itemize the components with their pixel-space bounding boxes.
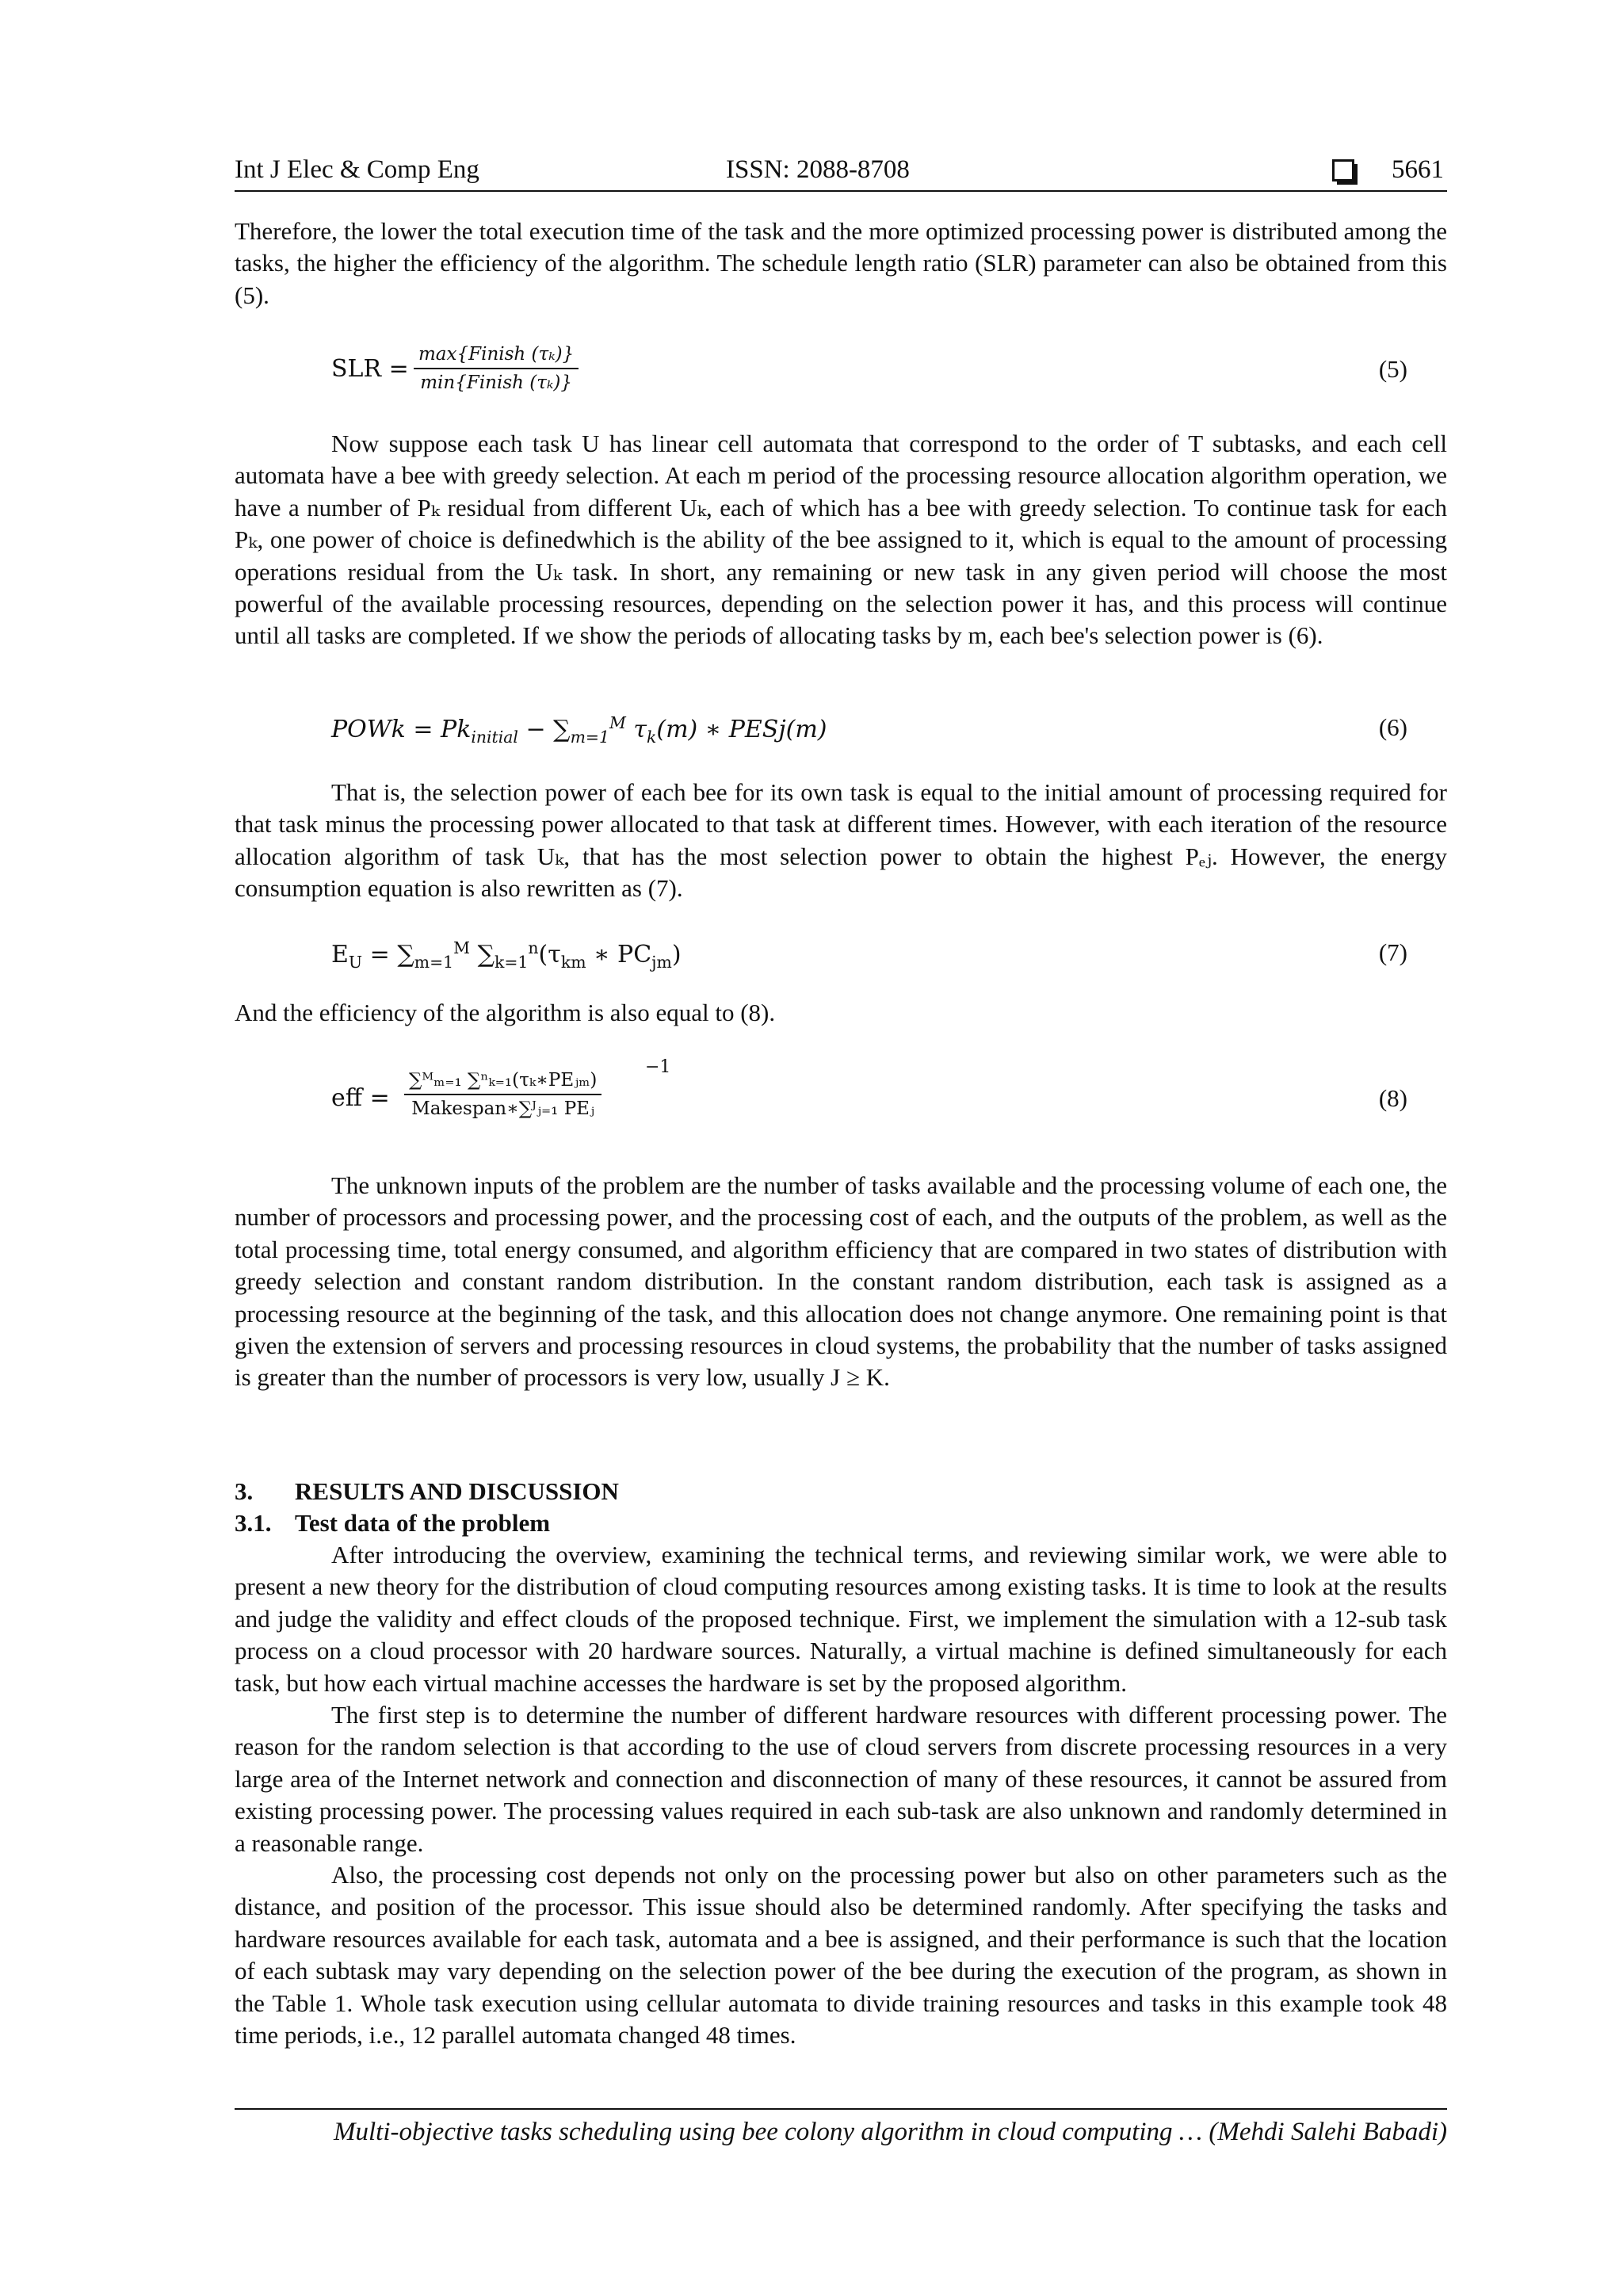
section-3-1-heading: [235, 1507, 550, 1539]
paragraph-6: After introducing the overview, examining the technical terms, and reviewing similar work, we were able to present a new theory for the distribution of cloud computing resources among existing tasks. It is time to look at the results and judge the validity and effect clouds of the proposed technique. First, we implement the simulation with a 12-sub task process on a cloud processor with 20 hardware sources. Naturally, a virtual machine is defined simultaneously for each task, but how each virtual machine accesses the hardware is set by the proposed algorithm.: [235, 1541, 1447, 1697]
eq8-exponent: −1: [645, 1057, 671, 1077]
equation-5-number: (5): [1378, 355, 1407, 383]
eq6-minus: −: [517, 716, 554, 743]
journal-name: Int J Elec & Comp Eng: [235, 155, 479, 184]
eq8-denominator: Makespan∗∑ᴶⱼ₌₁ PEⱼ: [411, 1098, 595, 1119]
page-number: 5661: [1392, 155, 1444, 184]
paragraph-5: The unknown inputs of the problem are the number of tasks available and the processing volume of each one, the number of processors and processing power, and the processing cost of each, and the outputs of the problem, as well as the total processing time, total energy consumed, and algorithm efficiency that are compared in two states of distribution with greedy selection and constant random distribution. In the constant random distribution, each task is assigned as a processing resource at the beginning of the task, and this allocation does not change anymore. One remaining point is that given the extension of servers and processing resources in cloud systems, the probability that the number of tasks assigned is greater than the number of processors is very low, usually J ≥ K.: [235, 1171, 1447, 1392]
equation-8: [331, 1057, 1449, 1137]
eq5-lhs: SLR =: [331, 355, 409, 383]
equation-5: [331, 339, 1449, 403]
equation-7-number: (7): [1378, 938, 1407, 966]
paragraph-2: Now suppose each task U has linear cell automata that correspond to the order of T subtasks, and each cell automata have a bee with greedy selection. At each m period of the processing resource allocation algorithm operation, we have a number of Pₖ residual from different Uₖ, each of which has a bee with greedy selection. To continue task for each Pₖ, one power of choice is definedwhich is the ability of the bee assigned to it, which is equal to the amount of processing operations residual from the Uₖ task. In short, any remaining or new task in any given period will choose the most powerful of the available processing resources, depending on the selection power it has, and this process will continue until all tasks are completed. If we show the periods of allocating tasks by m, each bee's selection power is (6).: [235, 430, 1447, 650]
eq5-denominator: min{Finish (τₖ)}: [420, 372, 572, 393]
eq7-body-rest: ∗ PC: [586, 941, 652, 968]
eq6-sum-upper: M: [609, 713, 626, 732]
eq6-body-rest: (m) ∗ PESj(m): [656, 716, 827, 743]
equation-6: [331, 713, 1449, 748]
header-rule: [235, 190, 1447, 192]
eq7-body: (τ: [538, 941, 561, 968]
issn: ISSN: 2088-8708: [726, 155, 910, 184]
eq6-initial: initial: [471, 728, 518, 747]
eq7-s2-sup: n: [528, 938, 539, 957]
equation-8-number: (8): [1378, 1084, 1407, 1112]
eq7-body-sub2: jm: [651, 953, 672, 972]
equation-6-number: (6): [1378, 713, 1407, 741]
eq6-formula: [331, 713, 827, 747]
eq7-formula: $E_U = \sum_{m=1}^M$ $\sum_{k=1}^n(\tau_{km}$ ∗ $PC_{jm}$): [331, 938, 682, 972]
eq7-close: ): [671, 941, 682, 968]
paragraph-1: Therefore, the lower the total execution time of the task and the more optimized processing power is distributed among the tasks, the higher the efficiency of the algorithm. The schedule length ratio (SLR) parameter can also be obtained from this (5).: [235, 217, 1447, 309]
paragraph-7: The first step is to determine the number of different hardware resources with different processing power. The reason for the random selection is that according to the use of cloud servers from discrete processing resources in a very large area of the Internet network and connection and disconnection of many of these resources, it cannot be assured from existing processing power. The processing values required in each sub-task are also unknown and randomly determined in a reasonable range.: [235, 1701, 1447, 1857]
paragraph-4: And the efficiency of the algorithm is also equal to (8).: [235, 999, 776, 1026]
footer-rule: [235, 2108, 1447, 2110]
eq7-s1-sub: m=1: [414, 953, 454, 972]
section-3-title: RESULTS AND DISCUSSION: [295, 1477, 619, 1505]
eq7-body-sub: km: [560, 953, 586, 972]
section-3-1-title: Test data of the problem: [295, 1509, 551, 1537]
eq5-numerator: max{Finish (τₖ)}: [414, 341, 579, 369]
eq7-lhs: E: [331, 941, 349, 968]
eq6-sum: ∑: [553, 716, 571, 743]
square-bullet-icon: [1332, 159, 1354, 181]
eq7-equals: =: [362, 941, 398, 968]
section-3-heading: [235, 1476, 619, 1507]
eq7-lhs-sub: U: [348, 953, 363, 972]
paragraph-8: Also, the processing cost depends not only on the processing power but also on other parameters such as the distance, and position of the processor. This issue should also be determined randomly. After specifying the tasks and hardware resources available for each task, automata and a bee is assigned, and their performance is such that the location of each subtask may vary depending on the selection power of the bee during the execution of the program, as shown in the Table 1. Whole task execution using cellular automata to divide training resources and tasks in this example took 48 time periods, i.e., 12 parallel automata changed 48 times.: [235, 1861, 1447, 2050]
running-header: [235, 152, 1447, 187]
eq7-s1-sup: M: [453, 938, 471, 957]
eq6-body: τ: [625, 716, 647, 743]
eq8-lhs: eff =: [331, 1084, 390, 1112]
section-3-number: 3.: [235, 1477, 254, 1505]
eq5-fraction: [414, 341, 579, 396]
equation-7: [331, 938, 1449, 976]
eq8-numerator: ∑ᴹₘ₌₁ ∑ⁿₖ₌₁(τₖ∗PEⱼₘ): [404, 1067, 601, 1095]
running-footer: Multi-objective tasks scheduling using bee colony algorithm in cloud computing … (Mehdi Salehi Babadi): [334, 2118, 1447, 2146]
eq7-s2-sub: k=1: [494, 953, 529, 972]
eq6-sum-lower: m=1: [570, 728, 609, 747]
eq8-fraction: [404, 1067, 601, 1122]
eq6-body-sub: k: [647, 728, 657, 747]
paragraph-3: That is, the selection power of each bee for its own task is equal to the initial amount of processing required for that task minus the processing power allocated to that task at different times. However, with each iteration of the resource allocation algorithm of task Uₖ, that has the most selection power to obtain the highest Pₑⱼ. However, the energy consumption equation is also rewritten as (7).: [235, 778, 1447, 903]
eq6-lhs: POWk = Pk: [331, 716, 472, 743]
section-3-1-number: 3.1.: [235, 1509, 272, 1537]
